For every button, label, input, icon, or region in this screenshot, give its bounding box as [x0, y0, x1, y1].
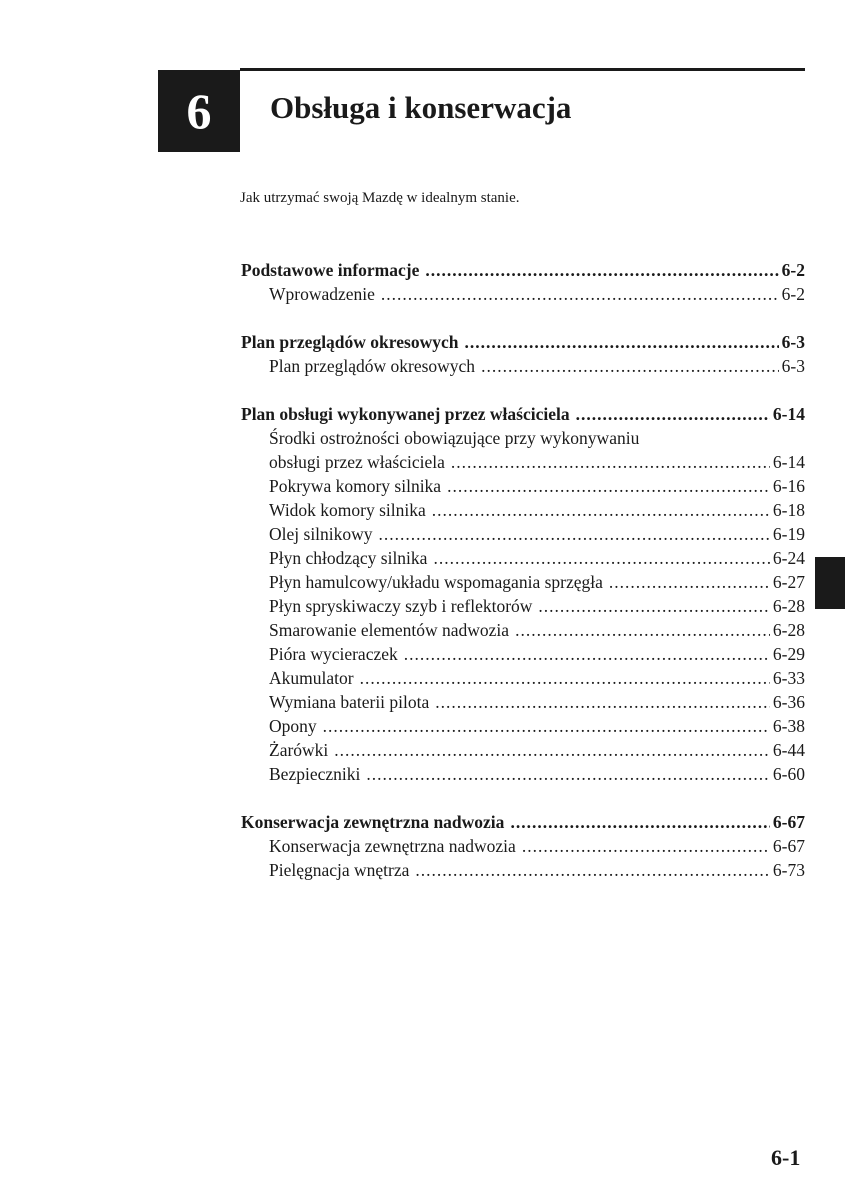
toc-entry-label: Bezpieczniki	[269, 764, 361, 784]
chapter-number: 6	[186, 83, 212, 139]
toc-entry-label: Żarówki	[269, 740, 329, 760]
toc-section-heading[interactable]	[241, 402, 805, 426]
toc-entry-label: Pióra wycieraczek	[269, 644, 398, 664]
toc-entry-page: 6-2	[781, 284, 805, 304]
toc-entry-page: 6-67	[772, 836, 805, 856]
toc-entry-label: Płyn hamulcowy/układu wspomagania sprzęgła	[269, 572, 603, 592]
toc-entry-page: 6-29	[772, 644, 805, 664]
toc-entry[interactable]	[241, 522, 805, 546]
toc-entry-label: Smarowanie elementów nadwozia	[269, 620, 510, 640]
toc-section	[241, 330, 805, 378]
toc-entry-label: Akumulator	[269, 668, 354, 688]
toc-dot-leader	[366, 762, 770, 786]
toc-dot-leader	[451, 450, 770, 474]
toc-entry-label: Pielęgnacja wnętrza	[269, 860, 410, 880]
toc-entry-label: Konserwacja zewnętrzna nadwozia	[269, 836, 516, 856]
toc-entry-page: 6-33	[772, 668, 805, 688]
toc-dot-leader	[464, 330, 778, 354]
toc-section	[241, 258, 805, 306]
toc-entry-page: 6-14	[772, 404, 805, 424]
toc-entry-page: 6-3	[781, 332, 805, 352]
toc-entry-label: Olej silnikowy	[269, 524, 373, 544]
toc-entry-label: Plan przeglądów okresowych	[269, 356, 476, 376]
toc-dot-leader	[510, 810, 769, 834]
toc-entry[interactable]	[241, 498, 805, 522]
toc-entry-page: 6-16	[772, 476, 805, 496]
toc-dot-leader	[515, 618, 770, 642]
header-rule	[240, 68, 805, 71]
toc-entry-page: 6-36	[772, 692, 805, 712]
toc-entry[interactable]	[241, 450, 805, 474]
toc-entry[interactable]	[241, 354, 805, 378]
toc-entry[interactable]	[241, 546, 805, 570]
toc-entry-page: 6-18	[772, 500, 805, 520]
toc-entry[interactable]	[241, 738, 805, 762]
toc-entry[interactable]	[241, 690, 805, 714]
toc-dot-leader	[435, 690, 770, 714]
toc-section	[241, 810, 805, 882]
toc-dot-leader	[522, 834, 770, 858]
toc-entry[interactable]	[241, 618, 805, 642]
toc-entry[interactable]	[241, 282, 805, 306]
toc-section-heading[interactable]	[241, 810, 805, 834]
toc-dot-leader	[381, 282, 779, 306]
toc-entry[interactable]	[241, 858, 805, 882]
toc-entry[interactable]	[241, 666, 805, 690]
toc-dot-leader	[323, 714, 770, 738]
toc-dot-leader	[433, 546, 769, 570]
toc-entry-page: 6-19	[772, 524, 805, 544]
toc-entry-page: 6-44	[772, 740, 805, 760]
toc-entry-label: Wprowadzenie	[269, 284, 375, 304]
toc-entry-label: Plan obsługi wykonywanej przez właściciela	[241, 404, 570, 424]
toc-entry[interactable]	[241, 642, 805, 666]
toc-dot-leader	[360, 666, 770, 690]
toc-entry-label: Podstawowe informacje	[241, 260, 420, 280]
toc-entry-page: 6-27	[772, 572, 805, 592]
toc-dot-leader	[415, 858, 770, 882]
chapter-intro: Jak utrzymać swoją Mazdę w idealnym stanie.	[240, 190, 520, 206]
toc-entry-label: Plan przeglądów okresowych	[241, 332, 459, 352]
toc-entry-page: 6-3	[781, 356, 805, 376]
toc-entry[interactable]	[241, 570, 805, 594]
toc-entry[interactable]	[241, 474, 805, 498]
toc-entry-label: Środki ostrożności obowiązujące przy wykonywaniu	[269, 428, 640, 448]
toc-entry-page: 6-2	[781, 260, 805, 280]
toc-entry-label: Opony	[269, 716, 317, 736]
toc-entry-page: 6-60	[772, 764, 805, 784]
chapter-side-tab	[815, 557, 845, 609]
toc-dot-leader	[432, 498, 770, 522]
toc-dot-leader	[404, 642, 770, 666]
toc-entry-page: 6-28	[772, 620, 805, 640]
toc-entry[interactable]	[241, 714, 805, 738]
toc-section-heading[interactable]	[241, 330, 805, 354]
toc-dot-leader	[538, 594, 770, 618]
toc-dot-leader	[447, 474, 770, 498]
toc-entry-label: Pokrywa komory silnika	[269, 476, 442, 496]
toc-entry-page: 6-24	[772, 548, 805, 568]
toc-entry-page: 6-14	[772, 452, 805, 472]
toc-dot-leader	[379, 522, 770, 546]
toc-entry-page: 6-73	[772, 860, 805, 880]
toc-entry-label: Konserwacja zewnętrzna nadwozia	[241, 812, 505, 832]
toc-entry-label: obsługi przez właściciela	[269, 452, 445, 472]
toc-entry-label: Płyn spryskiwaczy szyb i reflektorów	[269, 596, 533, 616]
toc-entry-page: 6-38	[772, 716, 805, 736]
toc-entry-label: Wymiana baterii pilota	[269, 692, 430, 712]
toc-dot-leader	[609, 570, 770, 594]
toc-entry[interactable]	[241, 834, 805, 858]
toc-section	[241, 402, 805, 786]
toc-entry[interactable]	[241, 426, 805, 450]
toc-section-heading[interactable]	[241, 258, 805, 282]
toc-dot-leader	[425, 258, 778, 282]
chapter-title: Obsługa i konserwacja	[270, 90, 572, 125]
toc-dot-leader	[334, 738, 770, 762]
toc-entry-page: 6-28	[772, 596, 805, 616]
toc-entry-label: Płyn chłodzący silnika	[269, 548, 428, 568]
table-of-contents	[241, 258, 805, 906]
toc-entry[interactable]	[241, 762, 805, 786]
toc-dot-leader	[481, 354, 779, 378]
toc-dot-leader	[576, 402, 770, 426]
toc-entry[interactable]	[241, 594, 805, 618]
toc-entry-label: Widok komory silnika	[269, 500, 426, 520]
toc-entry-page: 6-67	[772, 812, 805, 832]
chapter-number-box	[158, 70, 240, 152]
page-number: 6-1	[771, 1145, 801, 1170]
